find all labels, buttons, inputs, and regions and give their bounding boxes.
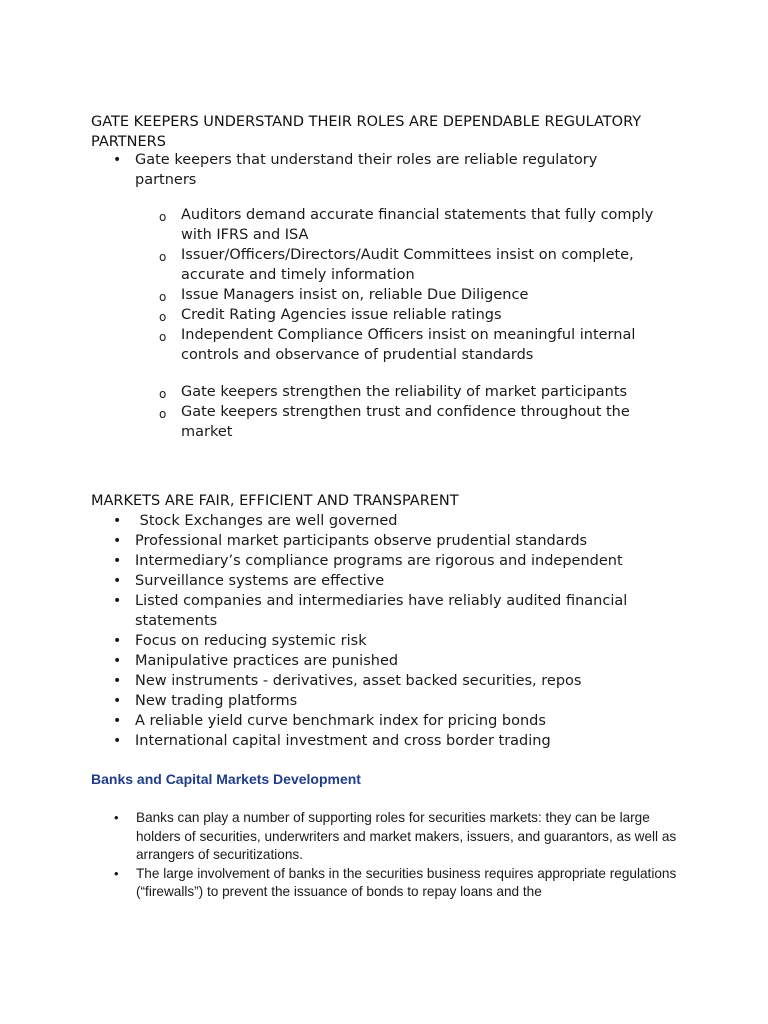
- list-item: [159, 305, 671, 325]
- list-item: [91, 631, 671, 651]
- list-item-text: Professional market participants observe prudential standards: [135, 533, 588, 549]
- list-item-text: The large involvement of banks in the securities business requires appropriate regulations (“firewalls”) to prevent the issuance of bonds to repay loans and the: [136, 865, 677, 899]
- bullet-icon: •: [114, 865, 119, 881]
- sub-bullet-icon: o: [159, 407, 167, 421]
- list-item: [91, 731, 671, 751]
- list-item: [159, 205, 671, 245]
- list-item: [91, 651, 671, 671]
- list-item-text: Gate keepers strengthen the reliability of market participants: [181, 384, 628, 400]
- sub-bullet-list-gate-keepers-b: [159, 382, 671, 442]
- sub-bullet-icon: o: [159, 290, 167, 304]
- list-item: [91, 711, 671, 731]
- bullet-icon: •: [113, 152, 122, 168]
- sub-bullet-icon: o: [159, 330, 167, 344]
- bullet-icon: •: [113, 653, 122, 669]
- list-item-text: A reliable yield curve benchmark index for pricing bonds: [135, 713, 546, 729]
- sub-bullet-icon: o: [159, 387, 167, 401]
- bullet-icon: •: [113, 533, 122, 549]
- list-item-text: Banks can play a number of supporting roles for securities markets: they can be large holders of securities, underwriters and market makers, issuers, and guarantors, as well as arrangers of securitizations.: [136, 810, 677, 862]
- list-item: [159, 382, 671, 402]
- list-item: [91, 591, 671, 631]
- list-item: [91, 571, 671, 591]
- bullet-icon: •: [113, 693, 122, 709]
- list-item: [91, 671, 671, 691]
- list-item: [91, 551, 671, 571]
- sub-bullet-icon: o: [159, 310, 167, 324]
- list-item: [159, 285, 671, 305]
- list-item-text: Intermediary’s compliance programs are rigorous and independent: [135, 553, 623, 569]
- sub-bullet-icon: o: [159, 250, 167, 264]
- bullet-list-markets: [91, 511, 671, 751]
- list-item-text: Surveillance systems are effective: [135, 573, 385, 589]
- list-item-text: International capital investment and cross border trading: [135, 733, 551, 749]
- section-heading-gate-keepers: GATE KEEPERS UNDERSTAND THEIR ROLES ARE DEPENDABLE REGULATORY PARTNERS: [91, 114, 642, 150]
- bullet-list-gate-keepers: [91, 150, 651, 190]
- list-item-text: Issue Managers insist on, reliable Due Diligence: [181, 287, 529, 303]
- list-item: [91, 531, 671, 551]
- list-item: [159, 402, 671, 442]
- list-item: [91, 511, 671, 531]
- bullet-icon: •: [113, 573, 122, 589]
- bullet-icon: •: [113, 553, 122, 569]
- list-item-text: New trading platforms: [135, 693, 298, 709]
- list-item: [91, 150, 651, 190]
- list-item: [159, 245, 671, 285]
- list-item: [91, 691, 671, 711]
- list-item-text: Issuer/Officers/Directors/Audit Committees insist on complete, accurate and timely information: [181, 247, 634, 283]
- bullet-icon: •: [114, 810, 119, 825]
- list-item-text: Stock Exchanges are well governed: [135, 513, 398, 529]
- section-heading-markets: MARKETS ARE FAIR, EFFICIENT AND TRANSPARENT: [91, 493, 459, 509]
- bullet-icon: •: [113, 593, 122, 609]
- sub-bullet-list-gate-keepers-a: [159, 205, 671, 365]
- list-item-text: Focus on reducing systemic risk: [135, 633, 367, 649]
- bullet-icon: •: [113, 513, 122, 529]
- list-item-text: Independent Compliance Officers insist on meaningful internal controls and observance of prudential standards: [181, 327, 636, 363]
- list-item-text: Gate keepers strengthen trust and confidence throughout the market: [181, 404, 630, 440]
- list-item-text: Manipulative practices are punished: [135, 653, 399, 669]
- list-item: [91, 865, 681, 902]
- list-item-text: New instruments - derivatives, asset backed securities, repos: [135, 673, 582, 689]
- bullet-icon: •: [113, 713, 122, 729]
- list-item: [91, 809, 681, 865]
- section-heading-banks: Banks and Capital Markets Development: [91, 771, 361, 787]
- bullet-icon: •: [113, 633, 122, 649]
- list-item: [159, 325, 671, 365]
- bullet-icon: •: [113, 673, 122, 689]
- bullet-list-banks: [91, 809, 681, 902]
- list-item-text: Listed companies and intermediaries have reliably audited financial statements: [135, 593, 628, 629]
- list-item-text: Auditors demand accurate financial statements that fully comply with IFRS and ISA: [181, 207, 654, 243]
- list-item-text: Credit Rating Agencies issue reliable ratings: [181, 307, 502, 323]
- bullet-icon: •: [113, 733, 122, 749]
- sub-bullet-icon: o: [159, 210, 167, 224]
- list-item-text: Gate keepers that understand their roles are reliable regulatory partners: [135, 152, 598, 188]
